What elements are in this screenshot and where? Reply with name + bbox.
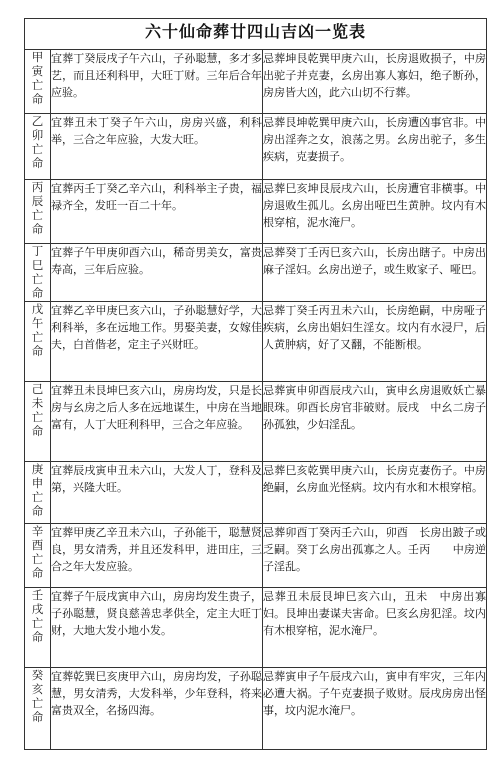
auspicious-cell: 宜葬丑未丁癸子午六山，房房兴盛，利科举，三合之年应验，大发大旺。 [51, 114, 263, 180]
row-label [25, 114, 51, 180]
auspicious-cell: 宜葬乙辛甲庚巳亥六山，子孙聪慧好学，大利科举，多在远地工作。男娶美妻，女嫁佳夫，白首偕老，定主子兴财旺。 [51, 302, 263, 382]
auspicious-cell: 宜葬丙壬丁癸乙辛六山，利科举主子贵，福禄齐全，发旺一百二十年。 [51, 180, 263, 244]
row-label-text: 戊午亡命 [31, 302, 44, 358]
row-label [25, 668, 51, 750]
table-row [25, 180, 487, 244]
row-label-text: 丙辰亡命 [31, 180, 44, 236]
fortune-table [24, 18, 487, 750]
row-label-text: 辛酉亡命 [31, 524, 44, 580]
table-row [25, 244, 487, 302]
row-label-text: 癸亥亡命 [31, 668, 44, 724]
row-label-text: 己未亡命 [31, 382, 44, 438]
row-label [25, 180, 51, 244]
inauspicious-cell: 忌葬卯酉丁癸丙壬六山，卯酉 长房出跛子或乏嗣。癸丁幺房出孤寡之人。壬丙 中房逆子淫乱。 [263, 524, 487, 588]
inauspicious-cell: 忌葬艮坤乾巽甲庚六山，长房遭凶事官非。中房出淫奔之女，浪荡之男。幺房出驼子，多生疾病，克妻损子。 [263, 114, 487, 180]
table-row [25, 524, 487, 588]
auspicious-cell: 宜葬丁癸辰戌子午六山，子孙聪慧，多才多艺，而且还利科甲，大旺丁财。三年后合年应验。 [51, 50, 263, 114]
inauspicious-cell: 忌葬巳亥坤艮辰戌六山，长房遭官非横事。中房退败生孤儿。幺房出哑巴生黄肿。坟内有木根穿棺，泥水淹尸。 [263, 180, 487, 244]
inauspicious-cell: 忌葬寅申卯酉辰戌六山，寅申幺房退败妖亡暴眼珠。卯酉长房官非破财。辰戌 中幺二房子孙孤独，少妇淫乱。 [263, 382, 487, 462]
row-label [25, 302, 51, 382]
table-row [25, 588, 487, 668]
row-label-text: 丁巳亡命 [31, 244, 44, 300]
table-row [25, 302, 487, 382]
row-label-text: 甲寅亡命 [31, 50, 44, 106]
auspicious-cell: 宜葬子午甲庚卯酉六山，稀奇男美女，富贵寿高，三年后应验。 [51, 244, 263, 302]
table-row [25, 50, 487, 114]
table-row [25, 462, 487, 524]
auspicious-cell: 宜葬丑未艮坤巳亥六山，房房均发，只是长房与幺房之后人多在远地谋生，中房在当地富有，人丁大旺利科甲，三合之年应验。 [51, 382, 263, 462]
inauspicious-cell: 忌葬寅申子午辰戌六山，寅申有牢灾，三年内必遭大祸。子午克妻损子败财。辰戌房房出怪事，坟内泥水淹尸。 [263, 668, 487, 750]
table-title: 六十仙命葬廿四山吉凶一览表 [25, 19, 487, 50]
inauspicious-cell: 忌葬巳亥乾巽甲庚六山，长房克妻伤子。中房绝嗣，幺房血光怪病。坟内有水和木根穿棺。 [263, 462, 487, 524]
row-label [25, 50, 51, 114]
auspicious-cell: 宜葬乾巽巳亥庚甲六山，房房均发，子孙聪慧，男女清秀，大发科举，少年登科，将来富贵双全，名扬四海。 [51, 668, 263, 750]
row-label-text: 庚申亡命 [31, 462, 44, 518]
auspicious-cell: 宜葬甲庚乙辛丑未六山，子孙能干，聪慧贤良，男女清秀，并且还发科甲，进田庄，三合之年大发应验。 [51, 524, 263, 588]
table-row [25, 114, 487, 180]
row-label [25, 462, 51, 524]
auspicious-cell: 宜葬辰戌寅申丑未六山，大发人丁，登科及第，兴隆大旺。 [51, 462, 263, 524]
inauspicious-cell: 忌葬癸丁壬丙巳亥六山，长房出瞎子。中房出麻子淫妇。幺房出逆子，或生败家子、哑巴。 [263, 244, 487, 302]
row-label [25, 244, 51, 302]
auspicious-cell: 宜葬子午辰戌寅申六山，房房均发生贵子，子孙聪慧，贤良慈善忠孝供全，定主大旺丁财，大地大发小地小发。 [51, 588, 263, 668]
inauspicious-cell: 忌葬丁癸壬丙丑未六山，长房绝嗣，中房哑子疾病，幺房出娼妇生淫女。坟内有水浸尸，后人黄肿病，好了又翻，不能断根。 [263, 302, 487, 382]
row-label-text: 乙卯亡命 [31, 114, 44, 170]
row-label [25, 588, 51, 668]
inauspicious-cell: 忌葬丑未辰艮坤巳亥六山，丑未 中房出寡妇。艮坤出妻谋夫害命。巳亥幺房犯淫。坟内有木根穿棺，泥水淹尸。 [263, 588, 487, 668]
table-row [25, 382, 487, 462]
inauspicious-cell: 忌葬坤艮乾巽甲庚六山，长房退败损子，中房出驼子并克妻，幺房出寡人寡妇，绝子断孙，房房皆大凶，此六山切不行葬。 [263, 50, 487, 114]
row-label [25, 382, 51, 462]
table-row [25, 668, 487, 750]
row-label [25, 524, 51, 588]
row-label-text: 壬戌亡命 [31, 588, 44, 644]
